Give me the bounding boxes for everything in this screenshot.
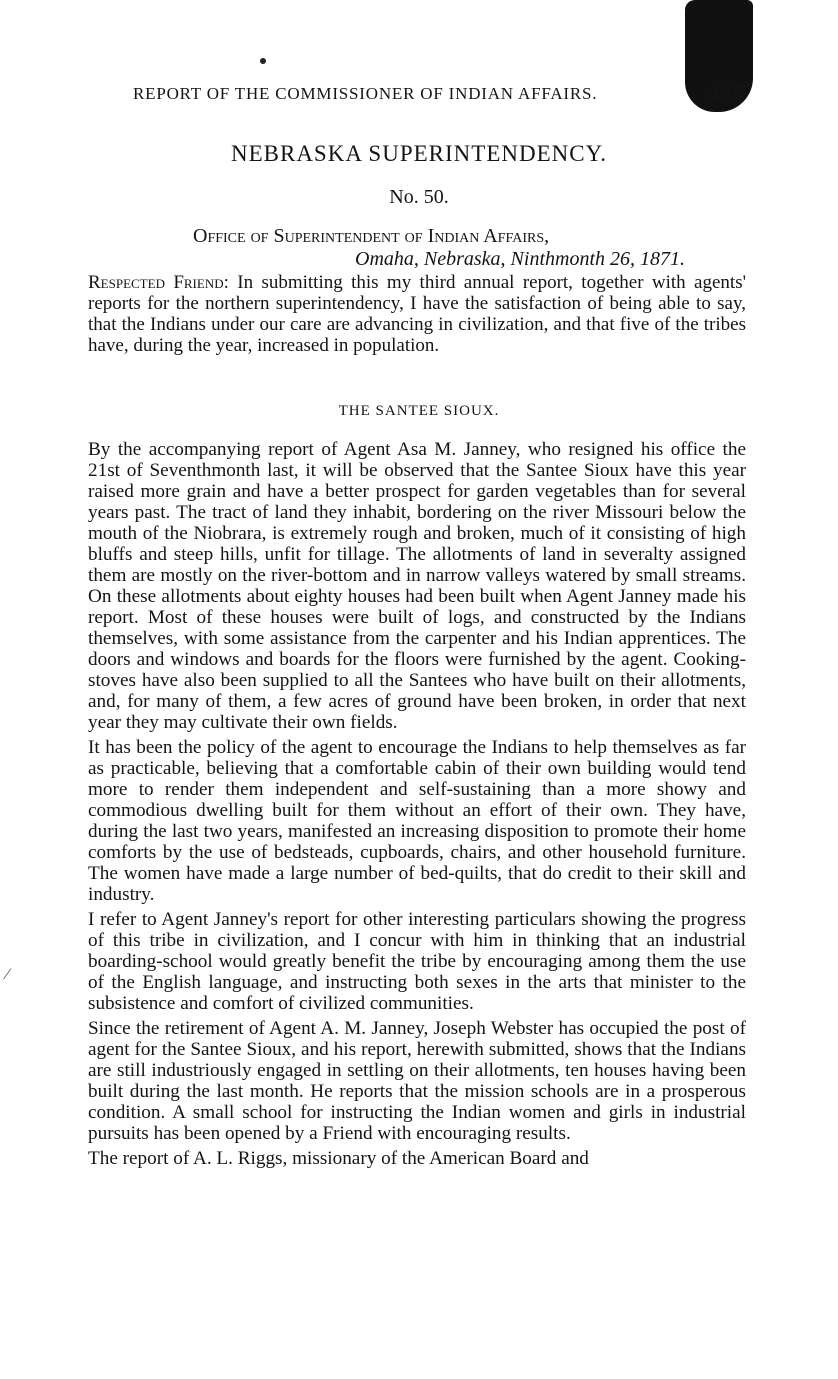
body-text (88, 439, 746, 1173)
salutation-greeting: Respected Friend: (88, 272, 229, 293)
place-date-line (355, 248, 685, 271)
superintendency-title: NEBRASKA SUPERINTENDENCY. (230, 141, 607, 166)
paragraph: I refer to Agent Janney's report for other interesting particulars showing the progress of this tribe in civilization, and I concur with him in thinking that an industrial boarding-school would greatly benefit the tribe by encouraging among them the use of the English language, and instructing both sexes in the arts that minister to the subsistence and comfort of civilized communities. (88, 909, 746, 1014)
ink-speck (260, 58, 266, 64)
section-title: THE SANTEE SIOUX. (338, 403, 500, 419)
margin-mark: ⁄ (6, 966, 9, 983)
page-number: 435 (708, 81, 745, 106)
paragraph: Since the retirement of Agent A. M. Janney, Joseph Webster has occupied the post of agent for the Santee Sioux, and his report, herewith submitted, shows that the Indians are still industriously engaged in settling on their allotments, ten houses having been built during the last month. He reports that the mission schools are in a prosperous condition. A small school for instructing the Indian women and girls in industrial pursuits has been opened by a Friend with encouraging results. (88, 1018, 746, 1144)
running-title: REPORT OF THE COMMISSIONER OF INDIAN AFFAIRS. (133, 84, 598, 103)
paragraph: The report of A. L. Riggs, missionary of the American Board and (88, 1148, 589, 1169)
salutation-text: In submitting this my third annual report, together with agents' reports for the northern superintendency, I have the satisfaction of being able to say, that the Indians under our care are advancing in civilization, and that five of the tribes have, during the year, increased in population. (88, 272, 747, 356)
running-header (133, 81, 745, 106)
paragraph: By the accompanying report of Agent Asa M. Janney, who resigned his office the 21st of Seventhmonth last, it will be observed that the Santee Sioux have this year raised more grain and have a better prospect for garden vegetables than for several years past. The tract of land they inhabit, bordering on the river Missouri below the mouth of the Niobrara, is extremely rough and broken, much of it consisting of high bluffs and steep hills, unfit for tillage. The allotments of land in severalty assigned them are mostly on the river-bottom and in narrow valleys watered by small streams. On these allotments about eighty houses had been built when Agent Janney made his report. Most of these houses were built of logs, and constructed by the Indians themselves, with some assistance from the carpenter and his Indian apprentices. The doors and windows and boards for the floors were furnished by the agent. Cooking-stoves have also been supplied to all the Santees who have built on their allotments, and, for many of them, a few acres of ground have been broken, in order that next year they may cultivate their own fields. (88, 439, 746, 733)
paragraph: It has been the policy of the agent to encourage the Indians to help themselves as far as practicable, believing that a comfortable cabin of their own building would tend more to render them independent and self-sustaining than a more showy and commodious dwelling built for them without an effort of their own. They have, during the last two years, manifested an increasing disposition to promote their home comforts by the use of bedsteads, cupboards, chairs, and other household furniture. The women have made a large number of bed-quilts, that do credit to their skill and industry. (88, 737, 746, 905)
office-line: Office of Superintendent of Indian Affairs, (193, 225, 550, 247)
place-date: Omaha, Nebraska, Ninthmonth 26, 1871. (355, 248, 685, 270)
document-number: No. 50. (389, 186, 449, 208)
salutation-paragraph (88, 272, 746, 356)
